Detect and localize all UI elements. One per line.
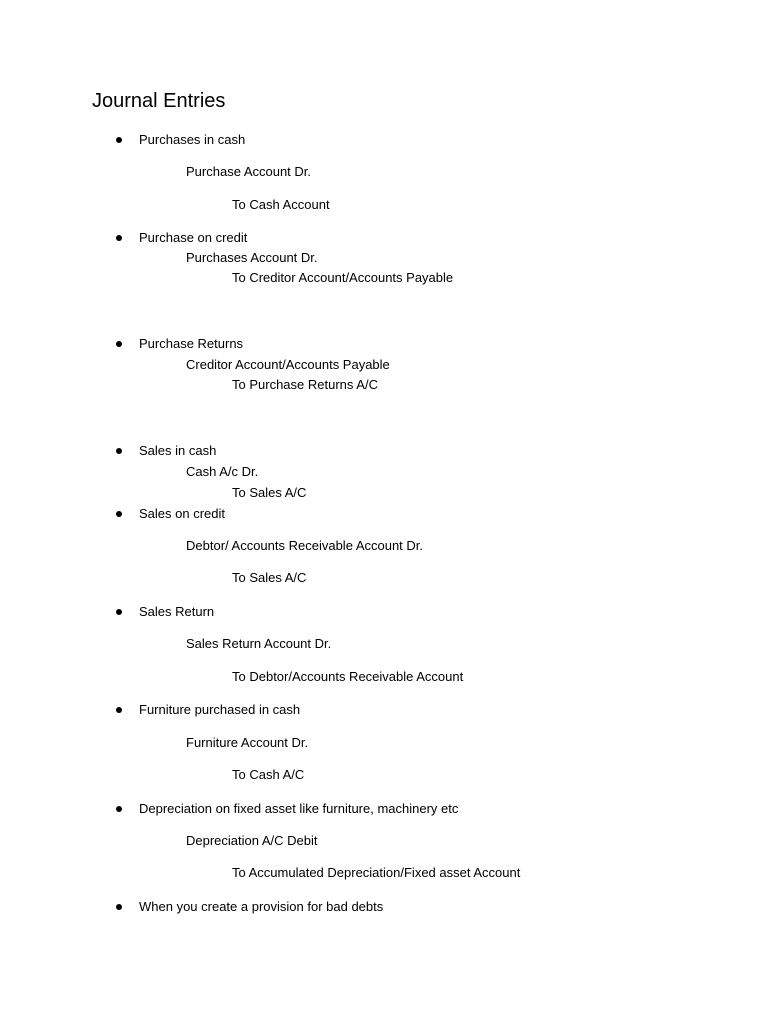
entry-debit-line: Purchases Account Dr. [186, 250, 318, 265]
page-title: Journal Entries [92, 90, 226, 112]
entry-credit-line: To Sales A/C [232, 485, 307, 500]
entry-credit-line: To Creditor Account/Accounts Payable [232, 270, 454, 285]
bullet-icon [116, 137, 122, 143]
entry-heading: When you create a provision for bad debts [139, 899, 384, 914]
bullet-icon [116, 235, 122, 241]
bullet-icon [116, 511, 122, 517]
entry-heading: Depreciation on fixed asset like furniture, machinery etc [139, 801, 459, 816]
entry-credit-line: To Cash A/C [232, 767, 305, 782]
entry-credit-line: To Purchase Returns A/C [232, 377, 378, 392]
bullet-icon [116, 448, 122, 454]
entry-heading: Sales in cash [139, 443, 217, 458]
entry-debit-line: Cash A/c Dr. [186, 464, 259, 479]
entry-heading: Purchase Returns [139, 336, 244, 351]
entry-debit-line: Purchase Account Dr. [186, 164, 312, 179]
entry-heading: Purchases in cash [139, 132, 246, 147]
bullet-icon [116, 341, 122, 347]
entry-debit-line: Furniture Account Dr. [186, 735, 309, 750]
entry-heading: Sales on credit [139, 506, 225, 521]
entry-credit-line: To Sales A/C [232, 570, 307, 585]
entry-heading: Purchase on credit [139, 230, 248, 245]
entry-heading: Sales Return [139, 604, 215, 619]
entry-heading: Furniture purchased in cash [139, 702, 301, 717]
bullet-icon [116, 806, 122, 812]
entry-credit-line: To Accumulated Depreciation/Fixed asset Account [232, 865, 521, 880]
entry-debit-line: Sales Return Account Dr. [186, 636, 332, 651]
entry-debit-line: Creditor Account/Accounts Payable [186, 357, 390, 372]
bullet-icon [116, 609, 122, 615]
bullet-icon [116, 707, 122, 713]
entry-credit-line: To Cash Account [232, 197, 330, 212]
entry-debit-line: Debtor/ Accounts Receivable Account Dr. [186, 538, 424, 553]
entry-debit-line: Depreciation A/C Debit [186, 833, 318, 848]
bullet-icon [116, 904, 122, 910]
entry-credit-line: To Debtor/Accounts Receivable Account [232, 669, 464, 684]
